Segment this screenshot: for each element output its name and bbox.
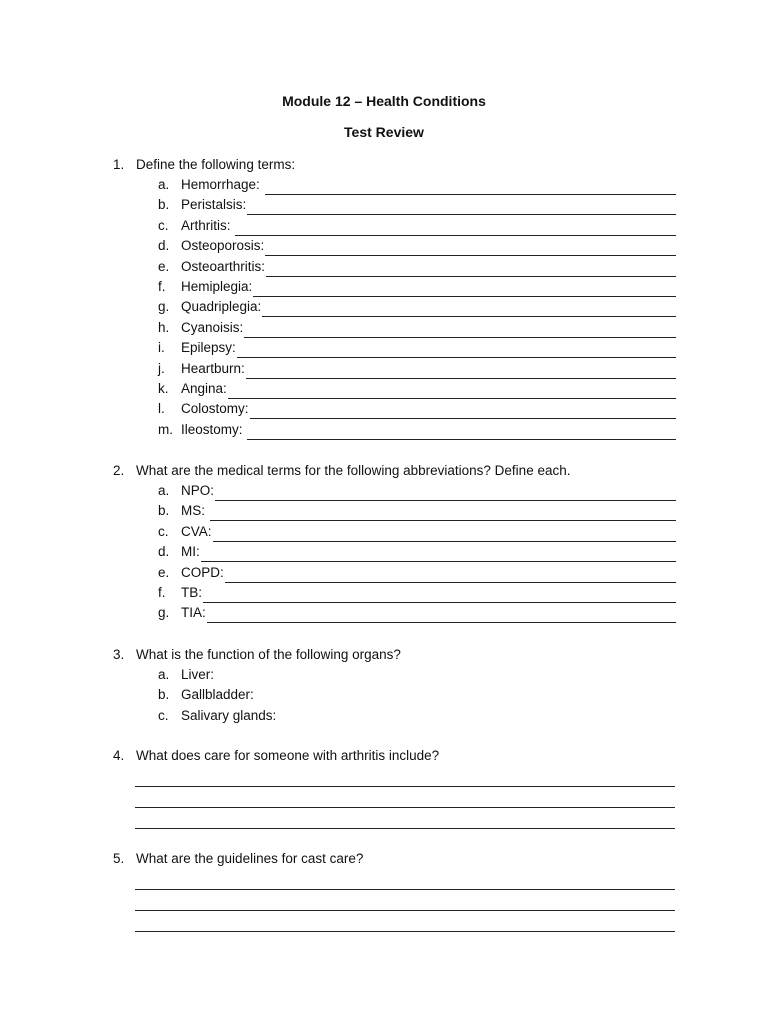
organ-list — [0, 665, 768, 726]
item-letter: i. — [158, 340, 165, 356]
item-letter: f. — [158, 278, 166, 294]
question-text: What are the guidelines for cast care? — [136, 851, 364, 866]
list-item — [0, 603, 768, 623]
list-item — [0, 379, 768, 399]
list-item — [0, 318, 768, 338]
answer-line[interactable] — [135, 890, 675, 911]
question-number: 3. — [113, 647, 125, 662]
item-letter: e. — [158, 258, 170, 274]
item-label: MI: — [181, 544, 200, 560]
answer-area — [0, 766, 768, 829]
question-5 — [0, 849, 768, 932]
answer-blank[interactable] — [215, 486, 676, 501]
item-letter: b. — [158, 687, 170, 703]
answer-blank[interactable] — [203, 588, 676, 603]
item-label: Colostomy: — [181, 401, 249, 417]
item-letter: c. — [158, 707, 169, 723]
item-letter: e. — [158, 564, 170, 580]
item-label: Angina: — [181, 380, 227, 396]
item-letter: k. — [158, 380, 169, 396]
answer-blank[interactable] — [228, 384, 676, 399]
item-label: Gallbladder: — [181, 687, 254, 703]
answer-blank[interactable] — [266, 262, 676, 277]
item-label: Cyanoisis: — [181, 319, 244, 335]
question-header — [0, 849, 768, 869]
question-number: 4. — [113, 748, 125, 763]
answer-line[interactable] — [135, 869, 675, 890]
term-list — [0, 175, 768, 440]
answer-blank[interactable] — [250, 404, 676, 419]
list-item — [0, 420, 768, 440]
answer-blank[interactable] — [210, 506, 676, 521]
answer-blank[interactable] — [262, 302, 676, 317]
answer-blank[interactable] — [237, 343, 676, 358]
question-header — [0, 155, 768, 175]
answer-blank[interactable] — [265, 241, 676, 256]
question-number: 5. — [113, 851, 125, 866]
answer-blank[interactable] — [201, 547, 676, 562]
answer-blank[interactable] — [225, 568, 676, 583]
question-number: 1. — [113, 157, 125, 172]
item-label: Osteoarthritis: — [181, 258, 266, 274]
item-letter: b. — [158, 503, 170, 519]
question-text: Define the following terms: — [136, 157, 296, 172]
answer-line[interactable] — [135, 787, 675, 808]
item-letter: a. — [158, 667, 170, 682]
item-label: Peristalsis: — [181, 197, 247, 213]
answer-blank[interactable] — [213, 527, 676, 542]
item-label: TB: — [181, 584, 203, 600]
list-item — [0, 297, 768, 317]
item-letter: c. — [158, 217, 169, 233]
list-item — [0, 399, 768, 419]
list-item — [0, 563, 768, 583]
document-subtitle: Test Review — [344, 124, 424, 140]
list-item — [0, 501, 768, 521]
answer-blank[interactable] — [207, 608, 676, 623]
item-letter: g. — [158, 605, 170, 621]
item-letter: h. — [158, 319, 170, 335]
answer-blank[interactable] — [253, 282, 676, 297]
item-label: Salivary glands: — [181, 707, 277, 723]
answer-blank[interactable] — [244, 323, 676, 338]
list-item — [0, 522, 768, 542]
question-1 — [0, 155, 768, 440]
question-header — [0, 645, 768, 665]
item-label: Quadriplegia: — [181, 299, 262, 315]
abbreviation-list — [0, 481, 768, 624]
question-header — [0, 461, 768, 481]
list-item — [0, 359, 768, 379]
item-letter: l. — [158, 401, 165, 417]
answer-blank[interactable] — [246, 364, 676, 379]
list-item — [0, 257, 768, 277]
item-label: Osteoporosis: — [181, 238, 265, 254]
item-label: COPD: — [181, 564, 224, 580]
item-letter: b. — [158, 197, 170, 213]
list-item — [0, 542, 768, 562]
item-letter: c. — [158, 523, 169, 539]
item-label: Hemorrhage: — [181, 177, 264, 192]
item-label: CVA: — [181, 523, 212, 539]
item-label: MS: — [181, 503, 209, 519]
item-letter: d. — [158, 238, 170, 254]
question-3 — [0, 645, 768, 726]
list-item — [0, 175, 768, 195]
list-item — [0, 277, 768, 297]
item-letter: m. — [158, 421, 173, 437]
question-number: 2. — [113, 463, 125, 478]
item-label: TIA: — [181, 605, 206, 621]
item-letter: a. — [158, 177, 170, 192]
item-label: Heartburn: — [181, 360, 245, 376]
answer-line[interactable] — [135, 911, 675, 932]
item-label: Ileostomy: — [181, 421, 247, 437]
answer-blank[interactable] — [265, 180, 676, 195]
answer-blank[interactable] — [235, 221, 676, 236]
item-letter: j. — [158, 360, 165, 376]
answer-line[interactable] — [135, 808, 675, 829]
list-item — [0, 236, 768, 256]
item-letter: g. — [158, 299, 170, 315]
list-item — [0, 665, 768, 685]
question-text: What are the medical terms for the following abbreviations? Define each. — [136, 463, 571, 478]
question-2 — [0, 461, 768, 624]
list-item — [0, 481, 768, 501]
item-label: Arthritis: — [181, 217, 235, 233]
answer-area — [0, 869, 768, 932]
document-title: Module 12 – Health Conditions — [282, 93, 486, 109]
answer-blank[interactable] — [247, 200, 676, 215]
item-letter: a. — [158, 483, 170, 498]
list-item — [0, 583, 768, 603]
question-header — [0, 746, 768, 766]
item-label: Hemiplegia: — [181, 278, 253, 294]
question-text: What is the function of the following organs? — [136, 647, 401, 662]
list-item — [0, 685, 768, 705]
item-letter: d. — [158, 544, 170, 560]
list-item — [0, 338, 768, 358]
list-item — [0, 706, 768, 726]
list-item — [0, 216, 768, 236]
item-label: NPO: — [181, 483, 215, 498]
item-letter: f. — [158, 584, 166, 600]
item-label: Epilepsy: — [181, 340, 236, 356]
question-text: What does care for someone with arthritis include? — [136, 748, 440, 763]
answer-blank[interactable] — [247, 425, 676, 440]
item-label: Liver: — [181, 667, 215, 682]
question-4 — [0, 746, 768, 829]
list-item — [0, 195, 768, 215]
answer-line[interactable] — [135, 766, 675, 787]
